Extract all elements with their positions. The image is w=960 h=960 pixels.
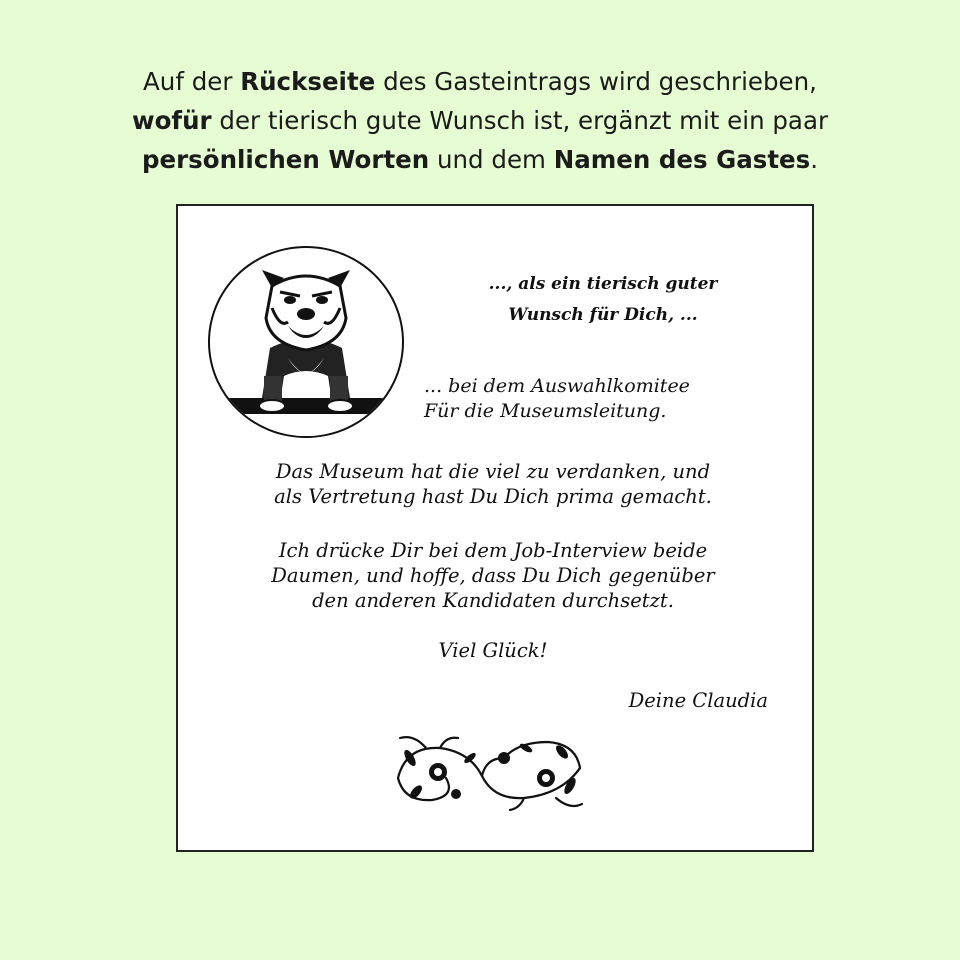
tagline-line-2: Wunsch für Dich, ... (508, 305, 698, 325)
intro-line-3: persönlichen Worten und dem Namen des Gastes. (141, 145, 819, 174)
wish-text: Viel Glück! (438, 639, 548, 662)
address-line-1: ... bei dem Auswahlkomitee (424, 375, 690, 397)
intro-text (60, 62, 900, 179)
tagline-line-1: ..., als ein tierisch guter (488, 274, 718, 294)
signature: Deine Claudia (628, 689, 768, 712)
address-block (424, 374, 824, 424)
intro-line-1: Auf der Rückseite des Gasteintrags wird geschrieben, (143, 67, 817, 96)
intro-bold-rueckseite: Rückseite (240, 67, 376, 96)
message-paragraph-1: Das Museum hat die viel zu verdanken, und als Vertretung hast Du Dich prima gemacht. (274, 460, 712, 508)
dog-portrait-icon (208, 246, 404, 438)
guestbook-card (176, 204, 814, 852)
intro-bold-worte: persönlichen Worten (141, 145, 430, 174)
floral-swirl-icon (386, 728, 590, 816)
message-paragraph-2: Ich drücke Dir bei dem Job-Interview beide Daumen, und hoffe, dass Du Dich gegenüber den anderen Kandidaten durchsetzt. (271, 539, 715, 612)
intro-line-2: wofür der tierisch gute Wunsch ist, ergänzt mit ein paar (131, 106, 829, 135)
tagline (463, 269, 743, 331)
address-line-2: Für die Museumsleitung. (424, 400, 667, 422)
intro-bold-namen: Namen des Gastes (553, 145, 811, 174)
intro-bold-wofuer: wofür (131, 106, 212, 135)
